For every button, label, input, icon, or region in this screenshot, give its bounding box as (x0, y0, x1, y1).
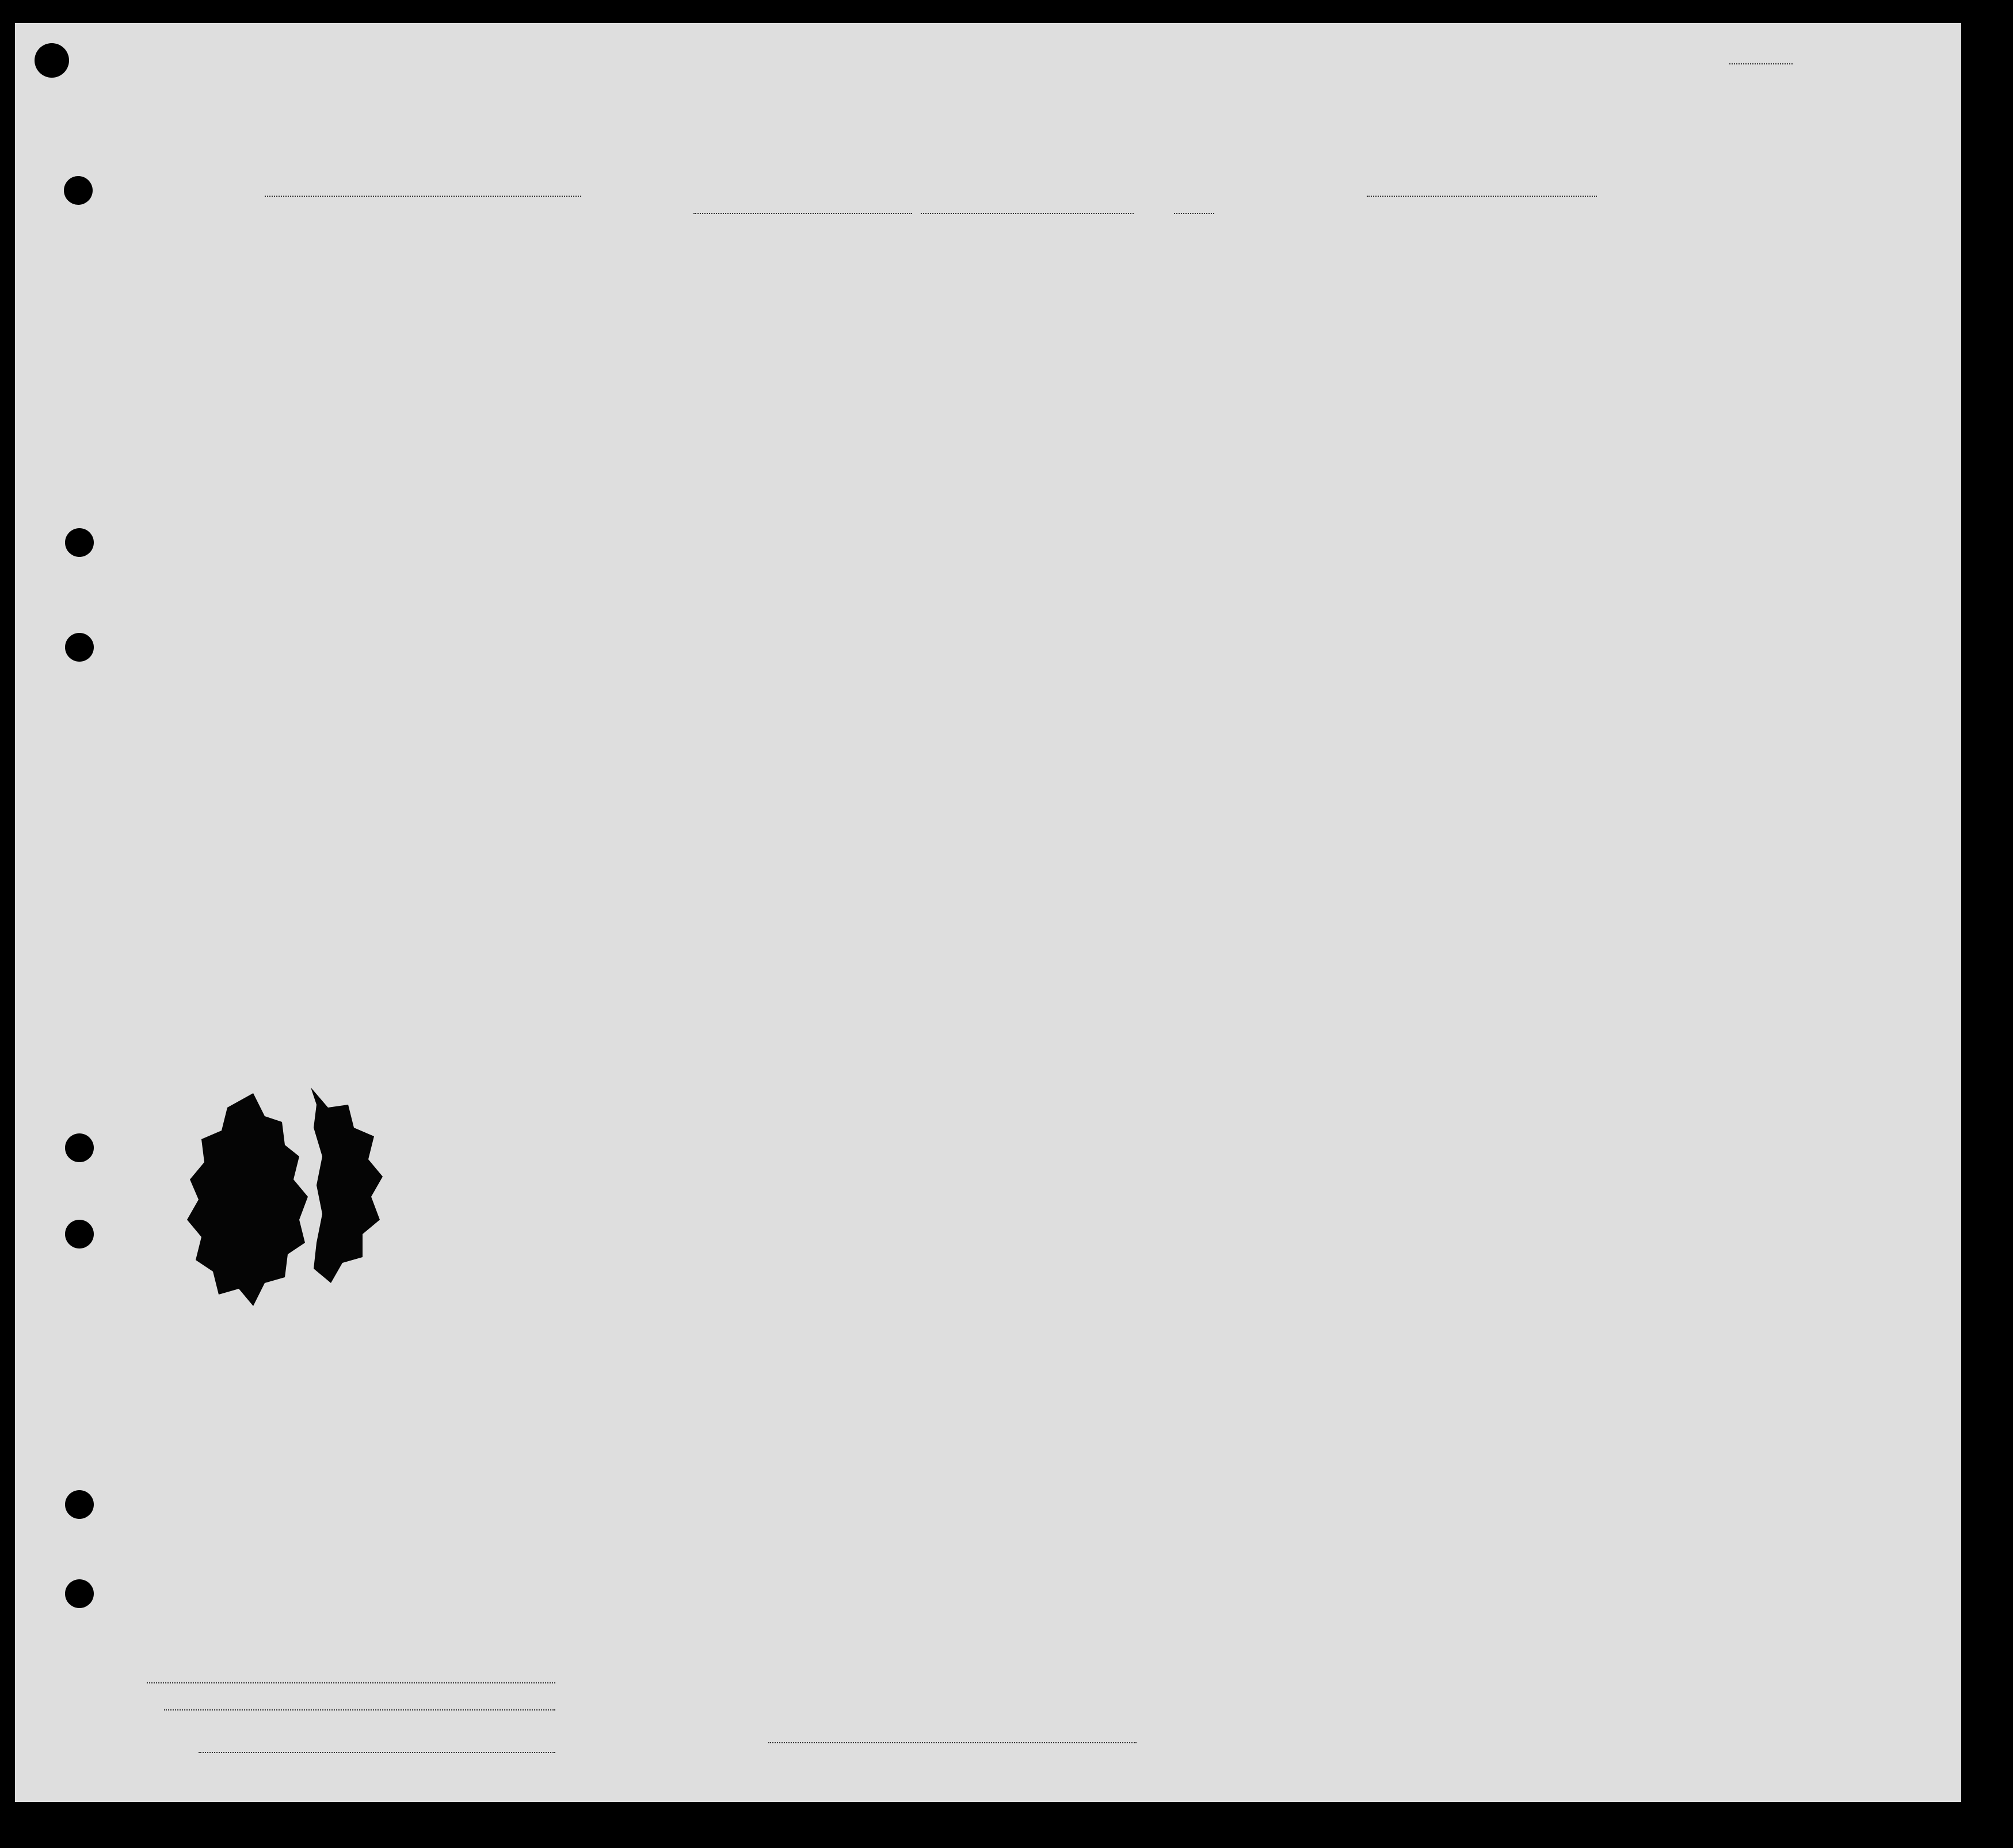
local-agents-field[interactable] (199, 1752, 555, 1753)
inspector-signature-line[interactable] (768, 1742, 1137, 1743)
owners-value (164, 1709, 555, 1710)
seal-right (311, 1087, 383, 1283)
seal-blot (184, 1082, 426, 1312)
seal-left (187, 1093, 308, 1306)
line-value (147, 1682, 555, 1683)
